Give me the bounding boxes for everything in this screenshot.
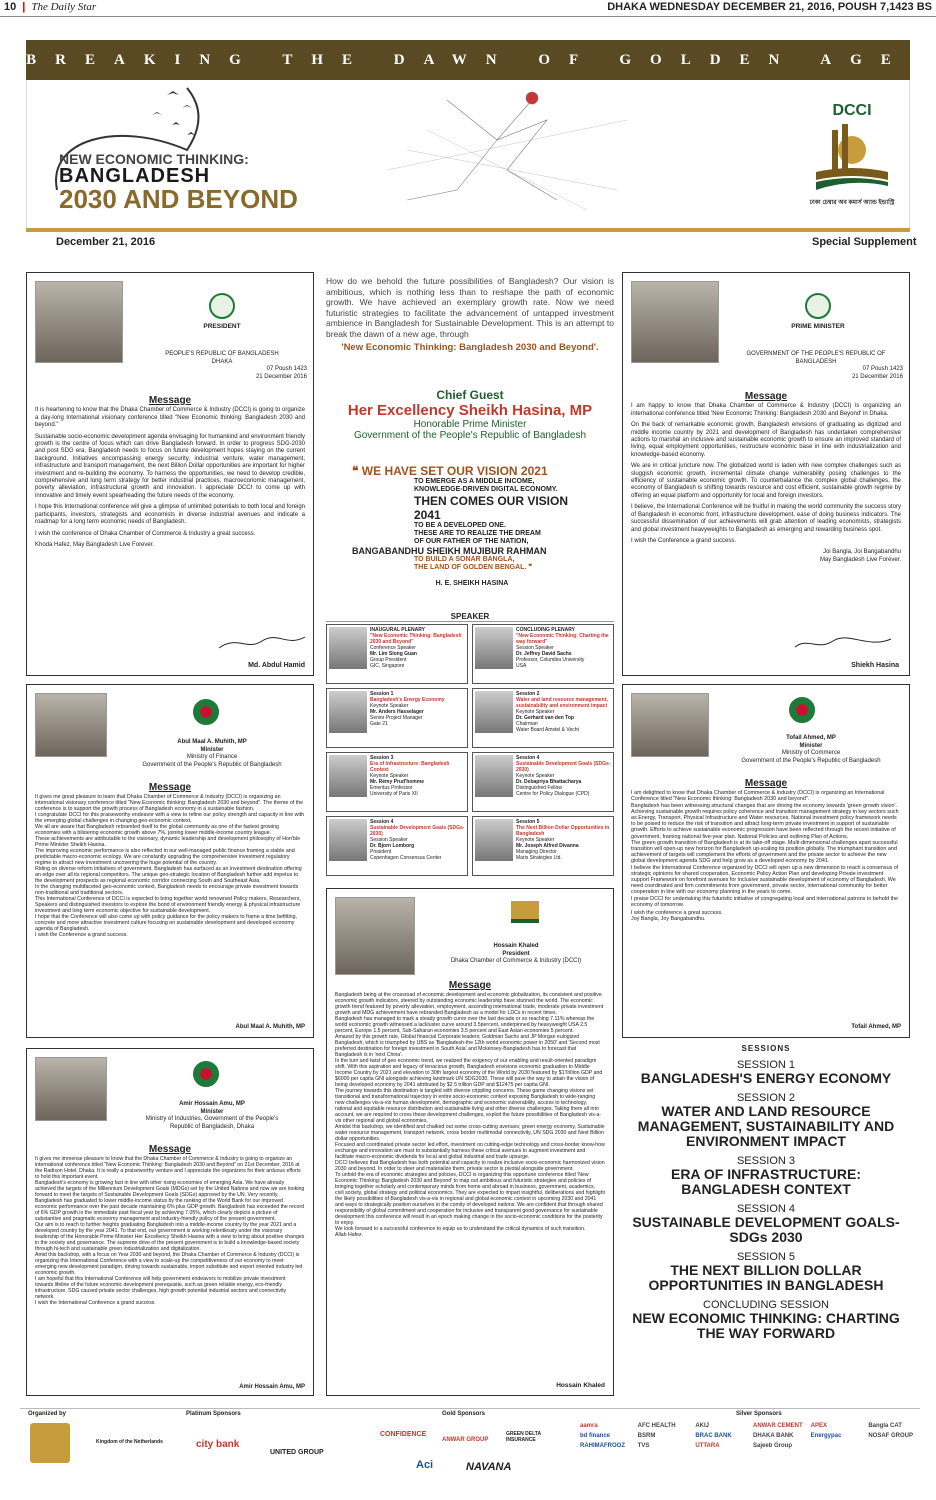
dcci-president-title: President: [502, 950, 530, 957]
top-bar: [0, 0, 936, 14]
pm-p4: I believe, the International Conference will be fruitful in making the world community the success story of Bangladesh in economic front, infrastructure development, ease of doing business indicators. The successful dissemination of our achievements will grab attention of leading economists, strategists and global investment heavyweights to Bangladesh as emerging and rewarding business spot.: [631, 504, 901, 533]
finance-minister-name: Abul Maal A. Muhith, MP: [177, 739, 247, 745]
commerce-minister-name: Tofail Ahmed, MP: [786, 735, 836, 741]
masthead: The Daily Star: [31, 1, 97, 13]
finance-minister-message: [26, 684, 314, 1038]
special-supplement-label: Special Supplement: [812, 236, 917, 248]
pm-p5: I wish the Conference a grand success.: [631, 537, 737, 544]
supplement-date: December 21, 2016: [56, 236, 156, 248]
pm-signature-name: Shiekh Hasina: [851, 661, 899, 669]
industries-p3: Our aim is to reach to further heights graduating Bangladesh into a middle-income country by the year 2021 and a developed country by the year 2041. To that end, our government is working relentlessly under the visionary leadership of the Honorable Prime Minister Her Excellency Sheikh Hasina with a view to bring about positive changes in the society and governance. The supreme drive of the present government is to build a knowledge-based society through hi-tech and sustainable green industrialization and digitalization.: [35, 1222, 305, 1252]
industries-gov: Republic of Bangladesh, Dhaka: [169, 1123, 255, 1130]
center-intro: [326, 276, 614, 354]
dcci-p4: In the turn and twist of geo economic trend, we realized the exigency of our enabling and result-oriented paradigm shift. With this aspiration and legacy of tenacious growth, Bangladesh envisions economic graduation to Middle Income Country by 2021 and elevation to 30th largest economy of the World by 2030 featured by $1Trillion GDP and $6000 per capita GNI alongside achieving landmark UN SDG2030. These will pave the way to attain the vision of being developed economy by 2041 attributed by $2.5 trillion GDP and $12475 per capita GNI.: [335, 1058, 603, 1088]
dcci-president-photo: [335, 897, 415, 975]
chief-guest-role: Honorable Prime Minister: [413, 419, 527, 430]
dcci-president-message: [326, 888, 614, 1396]
pm-message: [622, 272, 910, 676]
speaker-role: Session Speaker: [370, 837, 408, 843]
finance-signature-name: Abul Maal A. Muhith, MP: [235, 1023, 305, 1030]
commerce-minister-title: Minister: [799, 742, 823, 749]
pm-quote: [352, 464, 592, 587]
session-item: [622, 1251, 910, 1293]
dcci-president-name: Hossain Khaled: [493, 943, 539, 949]
dcci-president-heading: Message: [448, 980, 492, 991]
sponsor-logo: UTTARA: [695, 1443, 720, 1449]
dcci-p7: Focused and coordinated private sector led effort, investment on cutting-edge technology and cross-border know-how exchange and innovation are must to substantially harness these critical avenues to augment investment and facilitate macro-economic dividends for local and global industrial and trade upsurge.: [335, 1142, 605, 1160]
dcci-p8: DCCI believes that Bangladesh has both potential and capacity to realize inclusive socio-economic harmonized vision 2030 and beyond. In order to steer and materialize them, private sector is pivotal alongside government.: [335, 1160, 605, 1172]
dcci-p9: To unfold the era of economic strategies and policies, DCCI is organizing this opportune conference titled 'New Economic Thinking: Bangladesh 2030 and Beyond' to map out ambitious and futuristic strategies and policies of bringing together scholarly and contemporary minds from home and abroad in business, government, academics, civil society, global strategy and political economics. They are expected to impart insightful, deliberations and highlight the likely possibilities of Bangladesh vis-a-vis in regional and global economic context in upcoming 2030 and 2041 and ways to strategically position ourselves in the comity of developed nations. We are confident that through shared responsibility of global commitment and cooperation for inclusive and transparent good governance for sustainable development this conference will result in an epoch making change in the socio-economic conditions for the posterity to enjoy.: [335, 1172, 605, 1226]
quote-close-icon: ❞: [526, 564, 533, 571]
speaker-session: Session 3: [370, 755, 394, 761]
speaker-role: Session Speaker: [516, 645, 554, 651]
pm-date1: 07 Poush 1423: [862, 366, 903, 372]
speaker-session: Session 4: [370, 819, 394, 825]
president-date2: 21 December 2016: [255, 373, 307, 380]
speaker-role: Keynote Speaker: [516, 837, 555, 843]
president-p5: Khoda Hafez, May Bangladesh Live Forever.: [35, 541, 155, 548]
bangladesh-seal-icon: [193, 1061, 219, 1087]
commerce-gov: Government of the People's Republic of Bangladesh: [741, 757, 881, 764]
commerce-p5: I praise DCCI for undertaking this futuristic initiative of congregating local and international patrons to behold the economy of tomorrow.: [631, 895, 898, 908]
speaker-name: Dr. Bjorn Lomborg: [370, 843, 415, 849]
sessions-list: [622, 1044, 910, 1341]
intro-text: How do we behold the future possibilities of Bangladesh? Our vision is ambitious, which is nothing less than to reshape the path of economic growth. We have achieved an exemplary growth rate. Now we need futuristic strategies to facilitate the advancement of untapped investment ambience in Bangladesh for Sustainable Development. This is an attempt to break the dawn of a new age, through: [326, 276, 614, 339]
speaker-org: USA: [516, 663, 527, 669]
sponsors-footer: [20, 1408, 920, 1496]
speaker-name: Dr. Debapriya Bhattacharya: [516, 779, 582, 785]
city-bank-logo: city bank: [196, 1439, 240, 1450]
dcci-p3: Amazed by this growth rate, Global financial Corporate leaders; Goldman Sachs and JP Morgan eulogized Bangladesh, which is triumphed by UBS as 'Bangladesh-the 12th world economic power in 2050' and 'Second most preferred destination for foreign investment in South Asia' and Mckensey-Bangladesh has to forecast that Bangladesh is in 'next China'.: [335, 1034, 600, 1058]
session-item: [622, 1155, 910, 1197]
sponsor-logo: aamra: [580, 1423, 598, 1429]
gold-sponsors-label: Gold Sponsors: [442, 1411, 486, 1417]
speaker-title: Senior Project Manager: [370, 715, 423, 721]
finance-ministry: Ministry of Finance: [186, 754, 238, 760]
dateline: DHAKA WEDNESDAY DECEMBER 21, 2016, POUSH 7,1423 BS: [607, 1, 932, 13]
president-heading: Message: [148, 395, 192, 406]
pm-p3: We are in critical juncture now. The globalized world is laden with new complex challenges such as sluggish economic growth, incremental climate change vulnerability posing challenges to the efficiency of sustainable economic growth. To counterbalance the complex global challenges, the economy of Bangladesh is shifting towards resource and cost efficient, sustainable growth regime by offering an equal platform and opportunity for local and foreign investors.: [631, 463, 901, 499]
session-title: BANGLADESH'S ENERGY ECONOMY: [640, 1070, 892, 1086]
speaker-title: Group President: [370, 657, 407, 663]
birds-icon: [152, 91, 195, 135]
navana-logo: NAVANA: [466, 1461, 512, 1473]
commerce-p7: Joy Bangla, Joy Bangabandhu.: [631, 916, 706, 923]
commerce-ministry: Ministry of Commerce: [781, 750, 841, 756]
sponsor-logo: RAHIMAFROOZ: [580, 1443, 625, 1449]
finance-p7: In the changing multifaceted geo-economic context, Bangladesh needs to encourage private investment towards non-traditional and traditional sectors.: [35, 884, 299, 896]
sponsor-logo: BSRM: [637, 1433, 656, 1439]
anwar-group-logo: ANWAR GROUP: [442, 1437, 489, 1443]
dcci-logo-icon: [30, 1423, 70, 1463]
speaker-heading: SPEAKER: [326, 612, 614, 622]
band-title: BREAKING THE DAWN OF GOLDEN AGE: [26, 51, 910, 68]
speaker-role: Conference Speaker: [370, 645, 416, 651]
speaker-org: GIC, Singapore: [370, 663, 405, 669]
quote-line7: OF OUR FATHER OF THE NATION,: [414, 538, 529, 545]
speaker-card: [472, 624, 614, 684]
chief-guest-label: Chief Guest: [436, 388, 504, 402]
dcci-bangla-name: ঢাকা চেম্বার অব কমার্স অ্যান্ড ইন্ডাস্ট্রি: [809, 200, 895, 206]
sponsor-logo: AFC HEALTH: [637, 1423, 676, 1429]
signature-icon: [793, 635, 893, 653]
speaker-title: President: [370, 849, 392, 855]
finance-p9: I hope that the Conference will also come up with policy guidance for the policy makers to frame a time befitting, concrete and more attractive investment culture focusing on sustainable development and developed economy agenda of Bangladesh.: [35, 914, 298, 932]
speaker-org: Copenhagen Consensus Center: [370, 855, 442, 861]
dcci-logo: [807, 102, 897, 208]
finance-heading: Message: [148, 782, 192, 793]
hero-line3: 2030 AND BEYOND: [59, 184, 298, 214]
commerce-p4: I believe the International Conference organized by DCCI will open up a new dimension to reach a consensus of strategic opinions for shared cooperation, Economic Policy Action Plan and developing Private investment support Framework on forefront avenues for inclusive sustainable development of economy of Bangladesh. We need coordinated and firm commitments from government, private sector, international community for better cooperation in line with our economy planning in the years to come.: [631, 864, 899, 896]
session-title: THE NEXT BILLION DOLLAR OPPORTUNITIES IN BANGLADESH: [648, 1262, 884, 1293]
speaker-photo: [475, 691, 513, 733]
finance-p8: This International Conference of DCCI is expected to bring together world renowned Policy makers, Researchers, Speakers and distinguished investors to explore the bond of environment friendly energy & physical infrastructure investment and long term economic objective for sustainable development.: [35, 896, 301, 914]
sponsor-logo: bd finance: [580, 1433, 611, 1439]
dcci-abbr: DCCI: [832, 102, 872, 119]
speaker-name: Mr. Rémy Prud'homme: [370, 779, 424, 785]
dcci-president-signature-name: Hossain Khaled: [556, 1381, 605, 1389]
platinum-sponsors-label: Platinum Sponsors: [186, 1411, 241, 1417]
speaker-card: [326, 816, 468, 876]
session-title: WATER AND LAND RESOURCE MANAGEMENT, SUSTAINABILITY AND ENVIRONMENT IMPACT: [637, 1103, 895, 1149]
pm-p7: May Bangladesh Live Forever.: [819, 556, 901, 563]
sponsor-logo: NOSAF GROUP: [868, 1433, 913, 1439]
speaker-topic: Bangladesh's Energy Economy: [370, 697, 445, 703]
session-title: SUSTAINABLE DEVELOPMENT GOALS- SDGs 2030: [632, 1214, 900, 1245]
speaker-title: Managing Director: [516, 849, 557, 855]
quote-line1: WE HAVE SET OUR VISION 2021: [361, 464, 548, 478]
quote-open-icon: ❝: [352, 464, 362, 478]
speaker-topic: "New Economic Thinking: Bangladesh 2030 and Beyond": [370, 633, 462, 645]
speaker-card: [472, 752, 614, 812]
president-p2: Sustainable socio-economic development agenda envisaging for humankind and environment friendly growth is the centre of focus which can drive Bangladesh forward. In order to progress SDG-2030 and post SDG era, Bangladesh needs to focus on future development hopes staying on the current background. Initiatives encompassing energy security, industrial venture, water management, infrastructure and transport management, the next Billion Dollar opportunities are important for higher investment and re-building the economy. To harness the opportunities, we need to develop credible, comprehensive and long term strategy for better industrial practices, macroeconomic management, poverty alleviation, infrastructural growth and innovation. I appreciate DCCI to come up with innovative and timely event spearheading the future needs of the economy.: [35, 433, 305, 499]
finance-minister-photo: [35, 693, 107, 757]
bangladesh-seal-icon: [789, 697, 815, 723]
speaker-session: CONCLUDING PLENARY: [516, 627, 575, 633]
dcci-p11: Allah Hafez.: [335, 1232, 363, 1238]
hero-line1: NEW ECONOMIC THINKING:: [59, 151, 249, 167]
speaker-card: [326, 752, 468, 812]
speaker-photo: [329, 755, 367, 797]
speaker-name: Mr. Joseph Alfred Divanna: [516, 843, 579, 849]
pm-heading: Message: [744, 391, 788, 402]
quote-signature: H. E. SHEIKH HASINA: [435, 580, 509, 587]
dcci-president-org: Dhaka Chamber of Commerce & Industry (DCCI): [450, 958, 582, 964]
president-message: [26, 272, 314, 676]
president-sub: PEOPLE'S REPUBLIC OF BANGLADESH: [165, 351, 279, 357]
speaker-role: Keynote Speaker: [516, 773, 555, 779]
speaker-name: Dr. Gerhard van den Top: [516, 715, 574, 721]
sponsor-logo: TVS: [637, 1443, 650, 1449]
industries-p4: Amid this backdrop, with a focus on Year 2030 and beyond, the Dhaka Chamber of Commerce & Industry (DCCI) is organizing this International Conference with a view to scale-up the competitiveness of our economy to meet emerging new development paradigm, driving towards sustainable, import substitute and export oriented industry led economic growth.: [35, 1252, 303, 1276]
speaker-card: [472, 816, 614, 876]
speaker-topic: The Next Billion Dollar Opportunities in Bangladesh: [516, 825, 610, 837]
president-p4: I wish the conference of Dhaka Chamber of Commerce & Industry a great success.: [35, 530, 256, 537]
pm-p6: Joi Bangla, Joi Bangabandhu: [822, 549, 901, 556]
president-signature-name: Md. Abdul Hamid: [248, 661, 305, 669]
commerce-minister-photo: [631, 693, 709, 757]
session-number: CONCLUDING SESSION: [703, 1299, 829, 1311]
speaker-photo: [475, 755, 513, 797]
commerce-p6: I wish the conference a great success.: [631, 910, 723, 917]
industries-minister-title: Minister: [200, 1108, 224, 1115]
speaker-role: Keynote Speaker: [370, 773, 409, 779]
quote-line5: TO BE A DEVELOPED ONE.: [414, 522, 506, 529]
chief-guest-name: Her Excellency Sheikh Hasina, MP: [347, 402, 593, 419]
speaker-session: Session 4: [516, 755, 540, 761]
pm-photo: [631, 281, 719, 363]
hero-line2: BANGLADESH: [59, 165, 211, 187]
industries-signature-name: Amir Hossain Amu, MP: [239, 1383, 305, 1390]
gold-divider: [26, 228, 910, 232]
commerce-heading: Message: [744, 778, 788, 789]
sponsor-logo: ANWAR CEMENT: [753, 1423, 803, 1429]
speaker-title: Professor, Columbia University: [516, 657, 585, 663]
speaker-role: Keynote Speaker: [370, 703, 409, 709]
confidence-logo: CONFIDENCE: [380, 1431, 427, 1438]
speaker-session: Session 5: [516, 819, 540, 825]
finance-gov: Government of the People's Republic of Bangladesh: [142, 761, 282, 768]
pm-date2: 21 December 2016: [851, 373, 903, 380]
dcci-p10: We look forward to a successful conference to equip us to understand the critical dynamics of such transition.: [335, 1226, 586, 1232]
commerce-p2: Bangladesh has been witnessing structural changes that are driving the economy towards 'green growth vision'. Achieving sustainable growth requires policy coherence and transition management strategy in key sectors such as Energy, Transport, Physical Infrastructure and Water resources. National investment policy framework needs to be poised to reduce the risk of transition and attract long-term private investment in support of sustainable growth. Efforts to achieve sustainable economic progression have been reflected through the recent initiative of government, framing national five-year plan. National Policies and outlining Plan of Actions.: [631, 802, 899, 840]
sponsor-logo: AKIJ: [695, 1423, 709, 1429]
quote-line10: THE LAND OF GOLDEN BENGAL.: [414, 564, 527, 571]
quote-line4: THEN COMES OUR VISION 2041: [414, 494, 569, 522]
speaker-title: Emeritus Professor: [370, 785, 413, 791]
session-number: SESSION 2: [736, 1092, 796, 1104]
industries-p2: Bangladesh's economy is growing fast in line with other rising economies of emerging Asia. We have already achieved the targets of the Millennium Development Goals (MDGs) set by the United Nations and now we are looking forward to meet the targets of Sustainable Development Goals (SDGs) approved by the UN. Very recently, Bangladesh has graduated to lower middle-income status by the ranking of the World Bank for our improved economic performance over the past decade maintaining 6% plus GDP growth. Bangladesh has exceeded the record of 6% GDP growth in the immediate past fiscal year by achieving 7.05%, which clearly depicts a picture of substantive and pragmatic economy management and industry-friendly policy of the present government.: [35, 1180, 305, 1222]
speaker-photo: [475, 819, 513, 861]
speaker-topic: Sustainable Development Goals (SDGs-2030): [516, 761, 611, 773]
title-band: [26, 40, 910, 80]
pm-p1: I am happy to know that Dhaka Chamber of Commerce & Industry (DCCI) is organizing an international conference titled 'New Economic Thinking: Bangladesh 2030 and Beyond' in Dhaka.: [631, 403, 901, 417]
commerce-signature-name: Tofail Ahmed, MP: [851, 1023, 901, 1030]
industries-p5: I am hopeful that this International Conference will help government endeavors to mobilize private investment towards lifeline of the future economic development prerequisite, such as green reliable energy, eco-friendly infrastructure, SDG caused private sector challenges, high growth potential industrial sectors and connectivity network.: [35, 1276, 287, 1300]
president-city: DHAKA: [211, 358, 233, 365]
pm-sub: GOVERNMENT OF THE PEOPLE'S REPUBLIC OF BANGLADESH: [746, 351, 886, 365]
topbar-left: 10 | The Daily Star: [4, 1, 97, 13]
speaker-org: Water Board Amstel & Vecht: [516, 727, 579, 733]
quote-line8: BANGABANDHU SHEIKH MUJIBUR RAHMAN: [352, 546, 547, 556]
speaker-topic: Sustainable Development Goals (SDGs-2030): [370, 825, 465, 837]
netherlands-logo: Kingdom of the Netherlands: [96, 1439, 163, 1445]
speaker-session: Session 1: [370, 691, 394, 697]
speaker-title: Chairman: [516, 721, 538, 727]
speaker-photo: [329, 691, 367, 733]
finance-p3: We all are aware that Bangladesh rebranded itself to the global community as one of the fastest growing economies with a blistering economic growth above 7%, joining lower middle-income country league.: [35, 824, 279, 836]
silver-sponsor-grid: [580, 1423, 920, 1449]
chief-guest: [326, 388, 614, 441]
speaker-photo: [329, 627, 367, 669]
industries-p6: I wish the International Conference a grand success.: [35, 1300, 156, 1306]
speaker-card: [472, 688, 614, 748]
speaker-topic: "New Economic Thinking: Charting the way forward": [516, 633, 609, 645]
session-number: SESSION 1: [736, 1059, 796, 1071]
sessions-heading: SESSIONS: [741, 1044, 791, 1053]
state-emblem-icon: [209, 293, 235, 319]
session-item: [622, 1299, 910, 1341]
chief-guest-gov: Government of the People's Republic of Bangladesh: [353, 430, 587, 441]
dcci-p2: Bangladesh has managed to mark a steady growth curve over the last decade or so reaching 7.11% whereas the world economic growth witnessed a lackluster curve around 3.5percent, underpinned by heavyweight USA 2.5 percent, Europe 1.5 percent, Sub-Saharan economies 3.5 percent and East Asian economies 5 percent.: [335, 1016, 595, 1034]
president-title: PRESIDENT: [203, 323, 241, 330]
industries-heading: Message: [148, 1144, 192, 1155]
quote-line2: TO EMERGE AS A MIDDLE INCOME,: [414, 478, 535, 485]
dcci-p6: Amidst this backdrop, we identified and chalked out some cross-cutting avenues; green energy economy, Sustainable water resource management, transport network, cross border multimodal connectivity, UN SDG 2030 and Next Billion dollar opportunities.: [335, 1124, 605, 1142]
united-group-logo: UNITED GROUP: [270, 1449, 324, 1456]
industries-p1: It gives me immense pleasure to know that the Dhaka Chamber of Commerce & Industry is going to organize an international conference titled "New Economic Thinking: Bangladesh 2030 and Beyond" on 21st December, 2016 at the Radison Hotel, Dhaka. It is really a praiseworthy venture and I appreciate the organizers for their arduous efforts to hold this important event.: [35, 1156, 301, 1180]
pm-p2: On the back of remarkable economic growth, Bangladesh envisions of graduating as digitized and middle income country by 2021 and development of Bangladesh has undertaken comprehensive actions to marshal an inclusive and sustainable economic growth to ensure an improved standard of living, equal employment opportunities, restructure economic base in line with industrialization and knowledge-based economy.: [631, 422, 901, 458]
speaker-topic: Era of Infrastructure: Bangladesh Context: [370, 761, 450, 773]
finance-p1: It gives me great pleasure to learn that Dhaka Chamber of Commerce & Industry (DCCI) is organizing an international visionary conference titled "New Economic thinking: Bangladesh 2030 and beyond". The theme of the conference is to support the growth process of Bangladesh economy in a sustainable fashion.: [35, 794, 304, 812]
commerce-minister-message: [622, 684, 910, 1038]
president-photo: [35, 281, 123, 363]
commerce-p3: The green growth transition of Bangladesh is at its take-off stage. Multi-dimensional challenges apart successful transition will open-up new horizon for Bangladesh up-scaling its position globally. The triumphant transition and achievement of targets will complement the efforts of government and the private sector to achieve the new global development agenda SDG and help grow as a developed economy by 2041.: [631, 839, 898, 865]
sponsor-logo: Energypac: [810, 1433, 842, 1439]
quote-line3: KNOWLEDGE-DRIVEN DIGITAL ECONOMY.: [414, 486, 558, 493]
speakers-grid: [326, 624, 614, 880]
finance-p2: I congratulate DCCI for this praiseworthy endeavor with a view to refine our policy strength and capacity in line with the emerging global challenges in changing geo-economic context.: [35, 812, 305, 824]
runner-figure-icon: [387, 92, 627, 210]
session-number: SESSION 3: [736, 1155, 796, 1167]
sponsor-logo: APEX: [810, 1423, 827, 1429]
speaker-photo: [329, 819, 367, 861]
speaker-card: [326, 624, 468, 684]
speaker-org: Centre for Policy Dialogue (CPD): [516, 791, 590, 797]
president-p3: I hope this International conference will give a glimpse of unlimited potentials to both local and foreign participants, investors, strategists and economists in diverse industrial avenues and indicate a roadmap for a long term economic needs of Bangladesh.: [35, 504, 305, 526]
sponsor-logo: Bangla CAT: [868, 1423, 902, 1429]
page-number: 10: [4, 1, 17, 13]
president-p1: It is heartening to know that the Dhaka Chamber of Commerce & Industry (DCCI) is going to organize a day-long International visionary conference titled "New Economic thinking: Bangladesh 2030 and beyond.": [35, 407, 305, 429]
session-number: SESSION 4: [736, 1203, 796, 1215]
bangladesh-seal-icon: [193, 699, 219, 725]
sponsor-logo: BRAC BANK: [695, 1433, 732, 1439]
organized-by-label: Organized by: [28, 1411, 67, 1417]
finance-p5: The improving economic performance is also reflected in our well-managed public finance framing a stable and predictable macro-economic ecology. We are constantly upgrading the comprehensive investment regulatory regime to attract new investment uncovering the huge potential of the country.: [35, 848, 295, 866]
finance-p10: I wish the Conference a grand success.: [35, 932, 128, 938]
aci-logo: Aci: [416, 1459, 434, 1471]
industries-ministry: Ministry of Industries, Government of the People's: [145, 1116, 279, 1122]
president-date1: 07 Poush 1423: [266, 366, 307, 372]
speaker-org: Gate 21: [370, 721, 388, 727]
sponsor-logo: Sajeeb Group: [753, 1443, 793, 1449]
sponsor-logo: DHAKA BANK: [753, 1433, 794, 1439]
speaker-photo: [475, 627, 513, 669]
industries-minister-message: [26, 1048, 314, 1396]
speaker-name: Mr. Lim Siong Guan: [370, 651, 417, 657]
finance-p4: These achievements are attributable to the visionary, dynamic leadership and development philosophy of Hon'ble Prime Minister Sheikh Hasina.: [35, 836, 301, 848]
speaker-org: Maris Strategies Ltd.: [516, 855, 562, 861]
speaker-session: INAUGURAL PLENARY: [370, 627, 426, 633]
session-item: [622, 1092, 910, 1149]
session-item: [622, 1203, 910, 1245]
dcci-emblem-icon: [812, 120, 892, 192]
speaker-title: Distinguished Fellow: [516, 785, 562, 791]
signature-icon: [217, 633, 307, 653]
dcci-small-logo-icon: [505, 897, 545, 927]
quote-line6: THESE ARE TO REALIZE THE DREAM: [414, 530, 541, 537]
silver-sponsors-label: Silver Sponsors: [736, 1411, 782, 1417]
finance-p6: Riding on diverse reform initiatives of government, Bangladesh has surfaced as an investment destination offering an edge over all its regional competitors. The unique geo-strategic location of Bangladesh further add impetus to the development prospects as regional economic corridor connecting South and Southeast Asia.: [35, 866, 302, 884]
speaker-name: Mr. Anders Hasselager: [370, 709, 424, 715]
session-number: SESSION 5: [736, 1251, 796, 1263]
quote-line9: TO BUILD A SONAR BANGLA,: [414, 556, 515, 563]
session-title: ERA OF INFRASTRUCTURE: BANGLADESH CONTEXT: [670, 1166, 862, 1197]
speaker-session: Session 2: [516, 691, 540, 697]
session-title: NEW ECONOMIC THINKING: CHARTING THE WAY FORWARD: [632, 1310, 900, 1341]
speaker-role: Keynote Speaker: [516, 709, 555, 715]
finance-minister-title: Minister: [200, 746, 224, 753]
dcci-p1: Bangladesh being at the crossroad of economic development and economic globalization, its consistent and positive economic growth indicators, steered by outstanding economic leadership have stunned the world. The economic growth trend featured by poverty alleviation, employment, ascending international trade, moderate private investment growth and MDG achievement have rebranded Bangladesh as a model for LDCs in recent times.: [335, 992, 604, 1016]
hero: [26, 80, 910, 228]
industries-minister-name: Amir Hossain Amu, MP: [179, 1101, 245, 1107]
dcci-p5: The journey towards this destination is tangled with diverse crippling concerns. These game changing visions set transitional and transformational trajectory in entire socio-economic context exposing Bangladesh to wide-ranging new challenges vis-a-vis human development, demographic and economic vulnerability, access to technology, rational and equitable resource distribution and sustainable living and other diverse challenges. Taking them all into account, we are required to cross these development challenges, exploit the future possibilities of Bangladesh vis-a-vis other regional and global economies.: [335, 1088, 602, 1124]
speaker-card: [326, 688, 468, 748]
industries-minister-photo: [35, 1057, 107, 1121]
speaker-topic: Water and land resource management, sustainability and environment impact: [516, 697, 608, 709]
green-delta-logo: GREEN DELTA INSURANCE: [506, 1431, 541, 1443]
speaker-name: Dr. Jeffrey David Sachs: [516, 651, 572, 657]
rule: [0, 16, 936, 17]
intro-emphasis: 'New Economic Thinking: Bangladesh 2030 and Beyond'.: [341, 342, 599, 353]
session-item: [622, 1059, 910, 1086]
commerce-p1: I am delighted to know that Dhaka Chamber of Commerce & Industry (DCCI) is organizing an International Conference titled "New Economic thinking: Bangladesh 2030 and beyond".: [631, 790, 885, 803]
speaker-org: University of Paris XII: [370, 791, 418, 797]
state-emblem-icon: [805, 293, 831, 319]
pm-title: PRIME MINISTER: [791, 323, 845, 330]
